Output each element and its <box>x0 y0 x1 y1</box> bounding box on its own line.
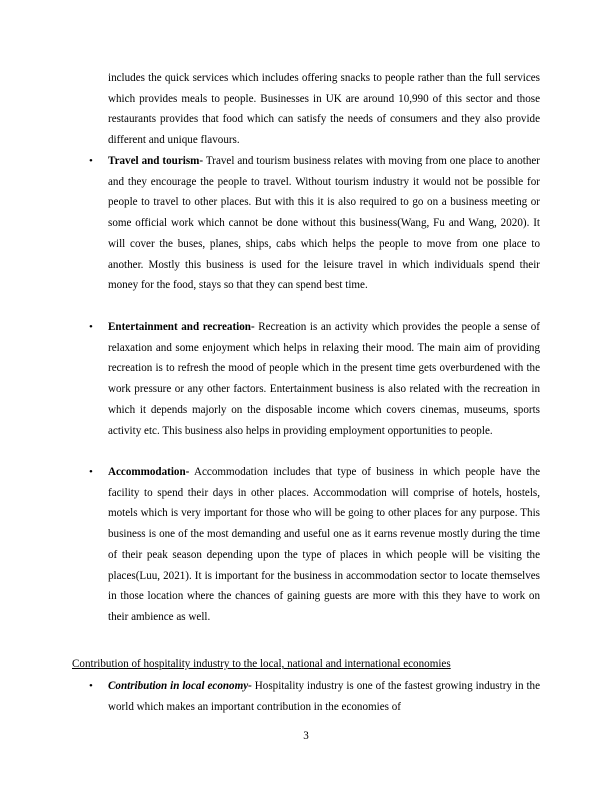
bullet-text: Travel and tourism business relates with moving from one place to another and they encourage the people to travel. Without tourism industry it would not be possible for people to travel to other places. But with this it is also required to go on a business meeting or some official work which cannot be done without this business(Wang, Fu and Wang, 2020). It will cover the buses, planes, ships, cabs which helps the people to move from one place to another. Mostly this business is used for the leisure travel in which individuals spend their money for the food, stays so that they can spend best time. <box>108 155 540 292</box>
bullet-icon: • <box>89 680 93 692</box>
bullet-text: Recreation is an activity which provides the people a sense of relaxation and some enjoyment which helps in relaxing their mood. The main aim of providing recreation is to refresh the mood of people which in the present time gets overburdened with the work pressure or any other factors. Entertainment business is also related with the recreation in which it depends majorly on the disposable income which covers cinemas, museums, sports activity etc. This business also helps in providing employment opportunities to people. <box>108 321 540 437</box>
bullet-icon: • <box>89 155 93 167</box>
bullet-title: Contribution in local economy- <box>108 680 252 692</box>
bullet-title: Travel and tourism- <box>108 155 204 167</box>
section-heading: Contribution of hospitality industry to the local, national and international economies <box>72 658 451 670</box>
continuation-paragraph: includes the quick services which includes offering snacks to people rather than the full services which provides meals to people. Businesses in UK are around 10,990 of this sector and those restaurants provides that food which can satisfy the needs of consumers and they also provide different and unique flavours. <box>108 72 540 147</box>
bullet-text: Hospitality industry is one of the fastest growing industry in the world which makes an important contribution in the economies of <box>108 680 541 713</box>
bullet-title: Accommodation- <box>108 466 190 478</box>
bullet-contribution-local-economy <box>89 676 541 717</box>
bullet-accommodation <box>89 462 540 628</box>
bullet-entertainment-and-recreation <box>89 317 540 441</box>
bullet-icon: • <box>89 466 93 478</box>
bullet-icon: • <box>89 321 93 333</box>
bullet-travel-and-tourism <box>89 151 540 296</box>
page-number: 3 <box>303 730 309 742</box>
bullet-title: Entertainment and recreation- <box>108 321 255 333</box>
bullet-text: Accommodation includes that type of business in which people have the facility to spend their days in other places. Accommodation will comprise of hotels, hostels, motels which is very important for those who will be going to other places for any purpose. This business is one of the most demanding and useful one as it earns revenue mostly during the time of their peak season depending upon the type of places in which people will be visiting the places(Luu, 2021). It is important for the business in accommodation sector to locate themselves in those location where the chances of gaining guests are more with this they have to work on their ambience as well. <box>108 466 540 623</box>
